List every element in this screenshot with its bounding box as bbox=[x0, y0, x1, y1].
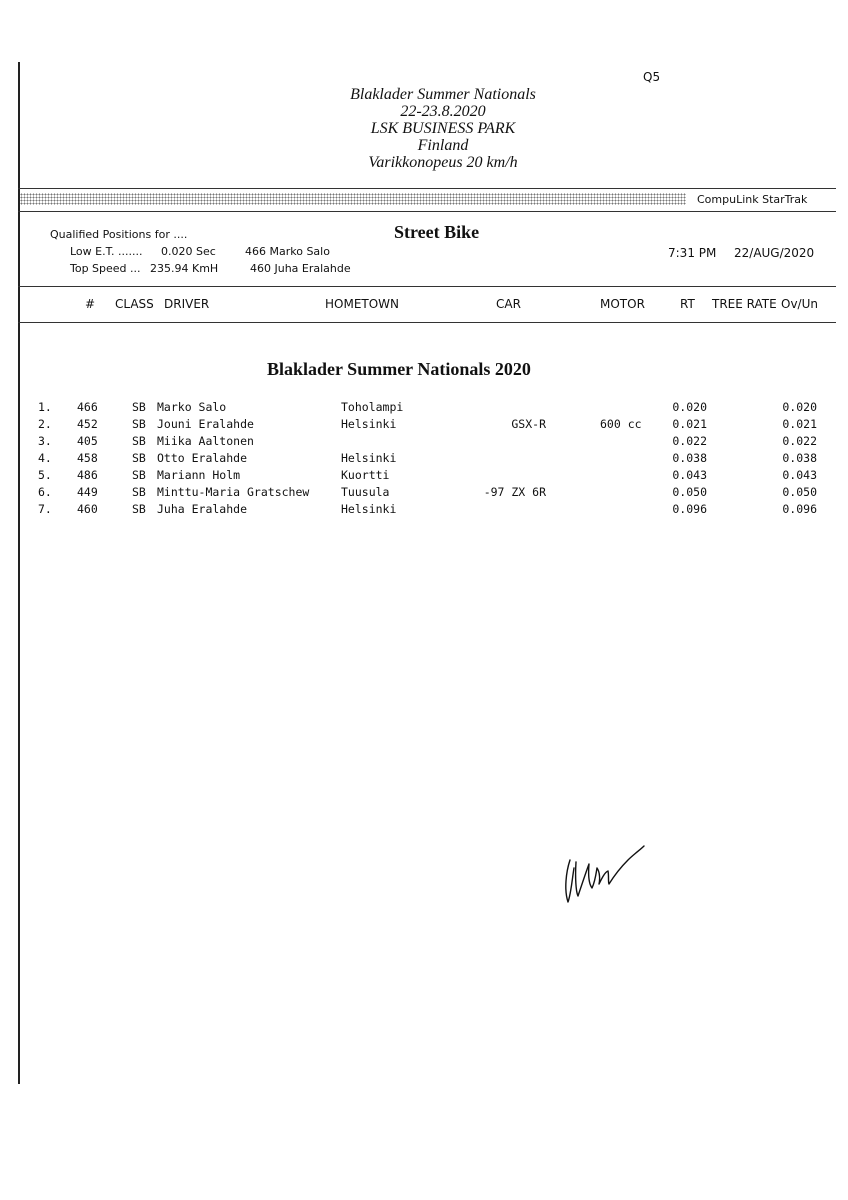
class: SB bbox=[132, 451, 146, 465]
pos: 4. bbox=[38, 451, 52, 465]
hometown: Toholampi bbox=[341, 400, 404, 414]
table-row bbox=[0, 400, 848, 417]
rt: 0.096 bbox=[672, 502, 707, 516]
car: GSX-R bbox=[511, 417, 546, 431]
num: 449 bbox=[77, 485, 98, 499]
col-car: CAR bbox=[496, 297, 521, 311]
low-et-holder: 466 Marko Salo bbox=[245, 245, 330, 258]
class: SB bbox=[132, 502, 146, 516]
report-time: 7:31 PM bbox=[668, 246, 717, 260]
col-tree-rate: TREE RATE bbox=[712, 297, 777, 311]
pos: 1. bbox=[38, 400, 52, 414]
driver: Juha Eralahde bbox=[157, 502, 248, 516]
driver: Jouni Eralahde bbox=[157, 417, 254, 431]
pos: 7. bbox=[38, 502, 52, 516]
num: 452 bbox=[77, 417, 98, 431]
num: 458 bbox=[77, 451, 98, 465]
table-row bbox=[0, 468, 848, 485]
table-row bbox=[0, 451, 848, 468]
class: SB bbox=[132, 468, 146, 482]
hometown: Helsinki bbox=[341, 417, 397, 431]
top-speed-label: Top Speed ... bbox=[70, 262, 141, 275]
driver: Marko Salo bbox=[157, 400, 227, 414]
driver: Miika Aaltonen bbox=[157, 434, 254, 448]
divider bbox=[18, 188, 836, 189]
num: 405 bbox=[77, 434, 98, 448]
header-line-5: Varikkonopeus 20 km/h bbox=[368, 154, 518, 171]
ovun: 0.050 bbox=[782, 485, 817, 499]
report-date: 22/AUG/2020 bbox=[734, 246, 815, 260]
ovun: 0.020 bbox=[782, 400, 817, 414]
rt: 0.022 bbox=[672, 434, 707, 448]
qualified-label: Qualified Positions for .... bbox=[50, 228, 188, 241]
num: 486 bbox=[77, 468, 98, 482]
col-rt: RT bbox=[680, 297, 695, 311]
divider bbox=[18, 286, 836, 287]
event-title: Blaklader Summer Nationals 2020 bbox=[267, 359, 531, 379]
divider bbox=[18, 322, 836, 323]
table-row bbox=[0, 417, 848, 434]
rt: 0.043 bbox=[672, 468, 707, 482]
header-line-3: LSK BUSINESS PARK bbox=[370, 120, 516, 137]
ovun: 0.021 bbox=[782, 417, 817, 431]
hometown: Helsinki bbox=[341, 451, 397, 465]
col-motor: MOTOR bbox=[600, 297, 645, 311]
table-row bbox=[0, 485, 848, 502]
num: 466 bbox=[77, 400, 98, 414]
left-border bbox=[18, 62, 20, 1084]
car: -97 ZX 6R bbox=[483, 485, 546, 499]
rt: 0.050 bbox=[672, 485, 707, 499]
handwritten-signature bbox=[562, 838, 652, 910]
header-line-4: Finland bbox=[417, 137, 469, 154]
hometown: Tuusula bbox=[341, 485, 390, 499]
low-et-value: 0.020 Sec bbox=[161, 245, 216, 258]
hometown: Kuortti bbox=[341, 468, 390, 482]
driver: Otto Eralahde bbox=[157, 451, 248, 465]
ovun: 0.096 bbox=[782, 502, 817, 516]
low-et-label: Low E.T. ....... bbox=[70, 245, 143, 258]
driver: Mariann Holm bbox=[157, 468, 241, 482]
page-code: Q5 bbox=[643, 70, 661, 84]
ovun: 0.022 bbox=[782, 434, 817, 448]
rt: 0.021 bbox=[672, 417, 707, 431]
col-num: # bbox=[85, 297, 96, 311]
class: SB bbox=[132, 485, 146, 499]
top-speed-holder: 460 Juha Eralahde bbox=[250, 262, 351, 275]
motor: 600 cc bbox=[600, 417, 642, 431]
top-speed-value: 235.94 KmH bbox=[150, 262, 219, 275]
pos: 3. bbox=[38, 434, 52, 448]
brand-label: CompuLink StarTrak bbox=[697, 193, 808, 206]
table-row bbox=[0, 502, 848, 519]
col-class: CLASS bbox=[115, 297, 154, 311]
num: 460 bbox=[77, 502, 98, 516]
col-ovun: Ov/Un bbox=[781, 297, 818, 311]
col-driver: DRIVER bbox=[164, 297, 210, 311]
class: SB bbox=[132, 400, 146, 414]
pos: 2. bbox=[38, 417, 52, 431]
pos: 5. bbox=[38, 468, 52, 482]
class: SB bbox=[132, 434, 146, 448]
ovun: 0.038 bbox=[782, 451, 817, 465]
header-line-2: 22-23.8.2020 bbox=[400, 103, 486, 120]
pos: 6. bbox=[38, 485, 52, 499]
hometown: Helsinki bbox=[341, 502, 397, 516]
class: SB bbox=[132, 417, 146, 431]
ovun: 0.043 bbox=[782, 468, 817, 482]
event-header bbox=[300, 86, 586, 171]
table-row bbox=[0, 434, 848, 451]
driver: Minttu-Maria Gratschew bbox=[157, 485, 310, 499]
rt: 0.020 bbox=[672, 400, 707, 414]
col-hometown: HOMETOWN bbox=[325, 297, 400, 311]
divider bbox=[18, 211, 836, 212]
header-line-1: Blaklader Summer Nationals bbox=[350, 86, 536, 103]
category-title: Street Bike bbox=[394, 222, 480, 242]
dotted-band bbox=[20, 193, 686, 205]
rt: 0.038 bbox=[672, 451, 707, 465]
